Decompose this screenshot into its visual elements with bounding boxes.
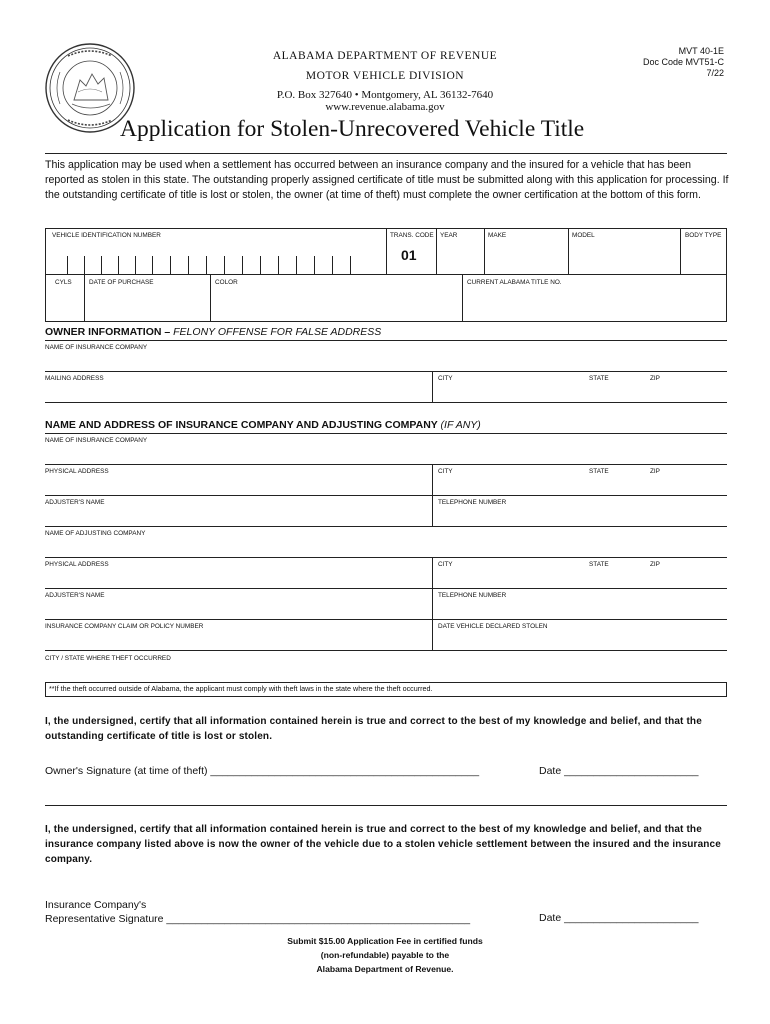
adjuster-name-field[interactable] [45,507,430,525]
agency-website: www.revenue.alabama.gov [325,101,445,113]
owner-heading-text: OWNER INFORMATION – [45,326,171,338]
grid-divider [680,228,681,274]
owner-heading-note: FELONY OFFENSE FOR FALSE ADDRESS [173,326,382,338]
grid-divider [210,274,211,322]
adjuster2-name-label: ADJUSTER'S NAME [45,592,105,599]
adjusting-state-field[interactable] [588,569,646,587]
grid-divider [568,228,569,274]
doc-code: Doc Code MVT51-C [642,57,724,67]
grid-divider [436,228,437,274]
insurance-city-label: CITY [438,468,453,475]
form-title: Application for Stolen-Unrecovered Vehicle Title [120,116,585,142]
field-rule [45,619,727,620]
adjusting-physical-label: PHYSICAL ADDRESS [45,561,109,568]
adjusting-physical-field[interactable] [45,569,430,587]
adjusting-state-label: STATE [589,561,609,568]
division-name: MOTOR VEHICLE DIVISION [305,70,465,82]
insurance-zip-field[interactable] [648,476,726,494]
field-rule [45,557,727,558]
insurance-state-field[interactable] [588,476,646,494]
owner-zip-label: ZIP [650,375,660,382]
body-type-label: BODY TYPE [685,232,722,239]
fee-line-1: Submit $15.00 Application Fee in certified funds [287,936,483,946]
make-field[interactable] [486,240,566,272]
adjusting-company-field[interactable] [45,538,727,556]
field-rule [45,371,727,372]
insurance-heading-text: NAME AND ADDRESS OF INSURANCE COMPANY AND ADJUSTING COMPANY [45,419,438,431]
color-field[interactable] [212,286,460,320]
claim-number-label: INSURANCE COMPANY CLAIM OR POLICY NUMBER [45,623,204,630]
field-divider [432,619,433,650]
section-rule [45,340,727,341]
vin-field[interactable] [52,240,384,274]
adjuster2-name-field[interactable] [45,600,430,618]
certification-divider [45,805,727,806]
owner-mailing-field[interactable] [45,383,430,401]
insurer-certification-statement: I, the undersigned, certify that all information contained herein is true and correct to the best of my knowledge and belief, and that the insurance company listed above is now the owner of the vehicle due to a stolen vehicle settlement between the insured and the insurance company. [45,824,721,865]
adjuster-name-label: ADJUSTER'S NAME [45,499,105,506]
theft-note: **If the theft occurred outside of Alabama, the applicant must comply with theft laws in the state where the theft occurred. [49,684,433,693]
fee-instructions [200,934,570,976]
body-type-field[interactable] [682,240,726,272]
grid-divider [484,228,485,274]
owner-certification-statement: I, the undersigned, certify that all information contained herein is true and correct to the best of my knowledge and belief, and that the outstanding certificate of title is lost or stolen. [45,716,702,742]
owner-city-field[interactable] [436,383,586,401]
insurance-physical-label: PHYSICAL ADDRESS [45,468,109,475]
section-rule [45,433,727,434]
field-divider [432,495,433,526]
intro-paragraph: This application may be used when a settlement has occurred between an insurance company and the insured for a vehicle that has been reported as stolen in this state. The outstanding properly assigned certificate of title must be submitted along with this application for processing. If the outstanding certificate of title is lost or stolen, the owner (at time of theft) must complete the owner certification at the bottom of this form. [45,159,729,201]
owner-signature-label: Owner's Signature (at time of theft) ______________________________________________ [45,765,480,777]
grid-divider [462,274,463,322]
owner-state-field[interactable] [588,383,646,401]
form-number: MVT 40-1E [678,46,724,56]
field-rule [45,495,727,496]
adjuster-phone-field[interactable] [436,507,726,525]
owner-section-heading [45,326,381,338]
cyls-label: CYLS [55,279,72,286]
vin-label: VEHICLE IDENTIFICATION NUMBER [52,232,161,239]
field-divider [432,588,433,619]
revision-date: 7/22 [706,68,724,78]
grid-divider [45,274,727,275]
adjusting-zip-label: ZIP [650,561,660,568]
owner-date-field[interactable] [567,762,725,778]
grid-divider [84,274,85,322]
date-purchase-field[interactable] [86,286,208,320]
trans-code-label: TRANS. CODE [390,232,434,239]
claim-number-field[interactable] [45,631,430,649]
insurer-signature-label-line2: Representative Signature ____________________________________________________ [45,913,471,925]
field-rule [45,588,727,589]
insurance-zip-label: ZIP [650,468,660,475]
insurer-date-field[interactable] [567,908,725,924]
adjuster2-phone-label: TELEPHONE NUMBER [438,592,507,599]
fee-line-2: (non-refundable) payable to the [320,950,450,960]
adjusting-zip-field[interactable] [648,569,726,587]
owner-zip-field[interactable] [648,383,726,401]
date-purchase-label: DATE OF PURCHASE [89,279,154,286]
insurance-name-field[interactable] [45,445,727,463]
insurer-signature-label-line1: Insurance Company's [45,899,147,911]
fee-line-3: Alabama Department of Revenue. [316,964,454,974]
grid-divider [386,228,387,274]
field-divider [432,464,433,495]
insurer-date-label: Date _______________________ [539,912,699,924]
adjusting-city-field[interactable] [436,569,586,587]
field-rule [45,464,727,465]
form-identifier [643,46,724,79]
cyls-field[interactable] [47,286,83,320]
owner-city-label: CITY [438,375,453,382]
model-field[interactable] [570,240,678,272]
adjuster2-phone-field[interactable] [436,600,726,618]
model-label: MODEL [572,232,595,239]
insurance-city-field[interactable] [436,476,586,494]
owner-signature-field[interactable] [225,762,525,778]
owner-name-field[interactable] [45,352,727,370]
field-divider [432,371,433,402]
make-label: MAKE [488,232,507,239]
title-rule [45,153,727,154]
theft-location-field[interactable] [45,663,727,681]
date-stolen-field[interactable] [436,631,726,649]
field-divider [432,557,433,588]
owner-state-label: STATE [589,375,609,382]
title-no-label: CURRENT ALABAMA TITLE NO. [467,279,562,286]
date-stolen-label: DATE VEHICLE DECLARED STOLEN [438,623,548,630]
adjusting-city-label: CITY [438,561,453,568]
adjusting-company-label: NAME OF ADJUSTING COMPANY [45,530,146,537]
agency-name: ALABAMA DEPARTMENT OF REVENUE [272,50,498,62]
year-field[interactable] [438,240,482,272]
color-label: COLOR [215,279,238,286]
owner-date-label: Date _______________________ [539,765,699,777]
field-rule [45,526,727,527]
trans-code-value: 01 [401,247,417,263]
owner-name-label: NAME OF INSURANCE COMPANY [45,344,148,351]
insurance-heading-note: (IF ANY) [440,419,481,431]
insurance-physical-field[interactable] [45,476,430,494]
owner-mailing-label: MAILING ADDRESS [45,375,104,382]
field-rule [45,650,727,651]
insurance-section-heading [45,419,481,431]
year-label: YEAR [440,232,458,239]
field-rule [45,402,727,403]
adjuster-phone-label: TELEPHONE NUMBER [438,499,507,506]
insurer-signature-field[interactable] [178,908,532,924]
insurance-state-label: STATE [589,468,609,475]
theft-location-label: CITY / STATE WHERE THEFT OCCURRED [45,655,171,662]
agency-address: P.O. Box 327640 • Montgomery, AL 36132-7640 [276,89,494,101]
insurance-name-label: NAME OF INSURANCE COMPANY [45,437,148,444]
title-no-field[interactable] [464,286,726,320]
